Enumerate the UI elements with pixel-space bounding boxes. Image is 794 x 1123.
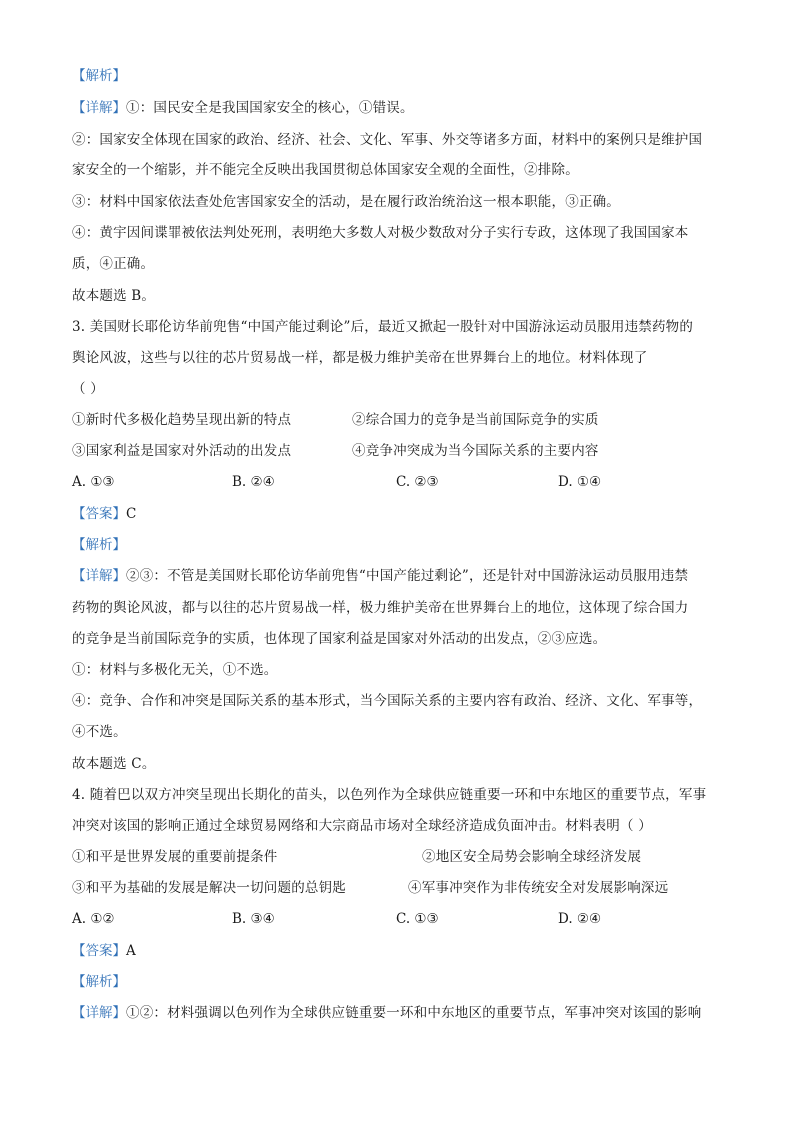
detail-text: 的竞争是当前国际竞争的实质，也体现了国家利益是国家对外活动的出发点，②③应选。 xyxy=(72,631,607,647)
detail-text: 家安全的一个缩影，并不能完全反映出我国贯彻总体国家安全观的全面性，②排除。 xyxy=(72,162,579,178)
option-c: C. ①③ xyxy=(396,911,439,927)
answer-tag: 【答案】 xyxy=(72,943,126,959)
answer-value: A xyxy=(126,943,136,959)
question-3-blank: （ ） xyxy=(72,381,104,397)
detail-text: ④不选。 xyxy=(72,724,127,740)
detail-line xyxy=(72,566,688,586)
detail-text: ①：材料与多极化无关，①不选。 xyxy=(72,662,278,678)
option-d: D. ①④ xyxy=(558,474,602,490)
detail-text: ④：竞争、合作和冲突是国际关系的基本形式，当今国际关系的主要内容有政治、经济、文化、军事等， xyxy=(72,693,703,709)
statement-4: ④竞争冲突成为当今国际关系的主要内容 xyxy=(352,443,599,459)
statement-2: ②地区安全局势会影响全球经济发展 xyxy=(422,849,642,865)
detail-text: ④：黄宇因间谍罪被依法判处死刑，表明绝大多数人对极少数敌对分子实行专政，这体现了我国国家本 xyxy=(72,225,689,241)
detail-line xyxy=(72,1003,701,1023)
analysis-tag: 【解析】 xyxy=(72,68,126,84)
detail-text: ①：国民安全是我国国家安全的核心，①错误。 xyxy=(126,100,414,116)
question-4-stem: 4. 随着巴以双方冲突呈现出长期化的苗头，以色列作为全球供应链重要一环和中东地区的重要节点，军事 xyxy=(72,787,707,803)
detail-tag: 【详解】 xyxy=(72,100,126,116)
option-b: B. ②④ xyxy=(232,474,275,490)
detail-tag: 【详解】 xyxy=(72,1005,126,1021)
analysis-tag: 【解析】 xyxy=(72,537,126,553)
analysis-tag: 【解析】 xyxy=(72,974,126,990)
answer-value: C xyxy=(126,506,137,522)
detail-text: 质，④正确。 xyxy=(72,256,155,272)
detail-text: 药物的舆论风波，都与以往的芯片贸易战一样，极力维护美帝在世界舞台上的地位，这体现了综合国力 xyxy=(72,600,689,616)
question-3-stem: 3. 美国财长耶伦访华前兜售“中国产能过剩论”后，最近又掀起一股针对中国游泳运动员服用违禁药物的 xyxy=(72,319,694,335)
conclusion-text: 故本题选 B。 xyxy=(72,288,156,304)
answer-tag: 【答案】 xyxy=(72,506,126,522)
option-a: A. ①③ xyxy=(72,474,115,490)
question-3-stem: 舆论风波，这些与以往的芯片贸易战一样，都是极力维护美帝在世界舞台上的地位。材料体现了 xyxy=(72,350,648,366)
statement-3: ③和平为基础的发展是解决一切问题的总钥匙 xyxy=(72,880,346,896)
statement-4: ④军事冲突作为非传统安全对发展影响深远 xyxy=(408,880,669,896)
question-4-stem: 冲突对该国的影响正通过全球贸易网络和大宗商品市场对全球经济造成负面冲击。材料表明（ ） xyxy=(72,818,652,834)
option-b: B. ③④ xyxy=(232,911,275,927)
detail-text: ③：材料中国家依法查处危害国家安全的活动，是在履行政治统治这一根本职能，③正确。 xyxy=(72,194,620,210)
detail-line xyxy=(72,98,414,118)
statement-1: ①和平是世界发展的重要前提条件 xyxy=(72,849,278,865)
statement-2: ②综合国力的竞争是当前国际竞争的实质 xyxy=(352,412,599,428)
option-d: D. ②④ xyxy=(558,911,602,927)
option-a: A. ①② xyxy=(72,911,115,927)
detail-text: ①②：材料强调以色列作为全球供应链重要一环和中东地区的重要节点，军事冲突对该国的影响 xyxy=(126,1005,702,1021)
option-c: C. ②③ xyxy=(396,474,439,490)
conclusion-text: 故本题选 C。 xyxy=(72,756,156,772)
detail-tag: 【详解】 xyxy=(72,568,126,584)
statement-1: ①新时代多极化趋势呈现出新的特点 xyxy=(72,412,292,428)
statement-3: ③国家利益是国家对外活动的出发点 xyxy=(72,443,292,459)
answer-line xyxy=(72,941,136,961)
detail-text: ②③：不管是美国财长耶伦访华前兜售“中国产能过剩论”，还是针对中国游泳运动员服用违禁 xyxy=(126,568,689,584)
answer-line xyxy=(72,504,136,524)
detail-text: ②：国家安全体现在国家的政治、经济、社会、文化、军事、外交等诸多方面，材料中的案例只是维护国 xyxy=(72,132,703,148)
